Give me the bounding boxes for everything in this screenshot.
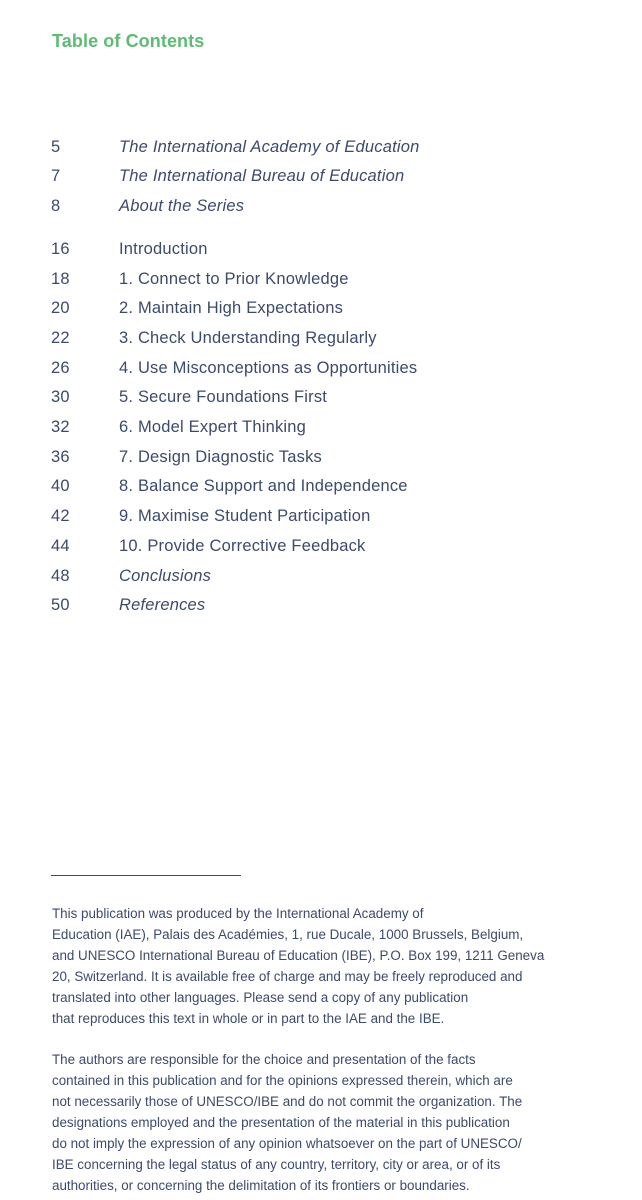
toc-entry[interactable] [0, 135, 642, 159]
publication-notice [52, 903, 592, 1029]
disclaimer-notice [52, 1049, 592, 1196]
toc-entry[interactable] [0, 194, 642, 218]
toc-entry-title: 5. Secure Foundations First [119, 388, 328, 406]
toc-entry-title: 4. Use Misconceptions as Opportunities [119, 359, 418, 377]
toc-entry-title: Introduction [119, 240, 208, 258]
toc-page-number: 20 [51, 299, 70, 317]
publication-notice-line: Education (IAE), Palais des Académies, 1, rue Ducale, 1000 Brussels, Belgium, [52, 927, 524, 942]
disclaimer-line: authorities, or concerning the delimitation of its frontiers or boundaries. [52, 1178, 470, 1193]
disclaimer-line: do not imply the expression of any opinion whatsoever on the part of UNESCO/ [52, 1136, 522, 1151]
toc-entry[interactable] [0, 504, 642, 528]
toc-entry-title: The International Academy of Education [119, 138, 420, 156]
toc-page-number: 30 [51, 388, 70, 406]
publication-notice-line: 20, Switzerland. It is available free of charge and may be freely reproduced and [52, 969, 523, 984]
toc-entry-title: About the Series [119, 197, 245, 215]
toc-entry-title: The International Bureau of Education [119, 167, 405, 185]
toc-page-number: 5 [51, 138, 61, 156]
toc-entry-title: References [119, 596, 206, 614]
toc-page-number: 36 [51, 448, 70, 466]
footer-divider [51, 875, 241, 876]
toc-page-number: 22 [51, 329, 70, 347]
toc-entry-title: 10. Provide Corrective Feedback [119, 537, 366, 555]
toc-page-number: 26 [51, 359, 70, 377]
toc-page-number: 7 [51, 167, 61, 185]
disclaimer-line: IBE concerning the legal status of any country, territory, city or area, or of its [52, 1157, 501, 1172]
toc-entry-title: 6. Model Expert Thinking [119, 418, 307, 436]
toc-page-number: 16 [51, 240, 70, 258]
toc-entry[interactable] [0, 445, 642, 469]
toc-entry-title: 3. Check Understanding Regularly [119, 329, 377, 347]
disclaimer-line: designations employed and the presentation of the material in this publication [52, 1115, 510, 1130]
publication-notice-line: and UNESCO International Bureau of Education (IBE), P.O. Box 199, 1211 Geneva [52, 948, 545, 963]
toc-entry[interactable] [0, 415, 642, 439]
toc-entry-title: 1. Connect to Prior Knowledge [119, 270, 349, 288]
toc-page-number: 32 [51, 418, 70, 436]
toc-entry[interactable] [0, 385, 642, 409]
toc-page-number: 42 [51, 507, 70, 525]
toc-page-number: 18 [51, 270, 70, 288]
toc-page-number: 8 [51, 197, 61, 215]
disclaimer-line: contained in this publication and for the opinions expressed therein, which are [52, 1073, 513, 1088]
toc-page-number: 40 [51, 477, 70, 495]
toc-entry[interactable] [0, 237, 642, 261]
toc-entry[interactable] [0, 267, 642, 291]
toc-entry-title: 7. Design Diagnostic Tasks [119, 448, 322, 466]
toc-entry[interactable] [0, 356, 642, 380]
page-title: Table of Contents [52, 31, 205, 51]
disclaimer-line: not necessarily those of UNESCO/IBE and do not commit the organization. The [52, 1094, 523, 1109]
toc-entry[interactable] [0, 564, 642, 588]
publication-notice-line: that reproduces this text in whole or in part to the IAE and the IBE. [52, 1011, 445, 1026]
toc-page-number: 48 [51, 567, 70, 585]
toc-entry[interactable] [0, 474, 642, 498]
toc-entry[interactable] [0, 164, 642, 188]
toc-entry[interactable] [0, 296, 642, 320]
toc-page-number: 50 [51, 596, 70, 614]
disclaimer-line: The authors are responsible for the choice and presentation of the facts [52, 1052, 476, 1067]
toc-entry-title: 9. Maximise Student Participation [119, 507, 371, 525]
toc-entry-title: 2. Maintain High Expectations [119, 299, 344, 317]
toc-entry-title: 8. Balance Support and Independence [119, 477, 408, 495]
toc-entry[interactable] [0, 593, 642, 617]
toc-entry-title: Conclusions [119, 567, 212, 585]
toc-page-number: 44 [51, 537, 70, 555]
toc-entry[interactable] [0, 534, 642, 558]
publication-notice-line: This publication was produced by the International Academy of [52, 906, 424, 921]
toc-entry[interactable] [0, 326, 642, 350]
publication-notice-line: translated into other languages. Please send a copy of any publication [52, 990, 469, 1005]
